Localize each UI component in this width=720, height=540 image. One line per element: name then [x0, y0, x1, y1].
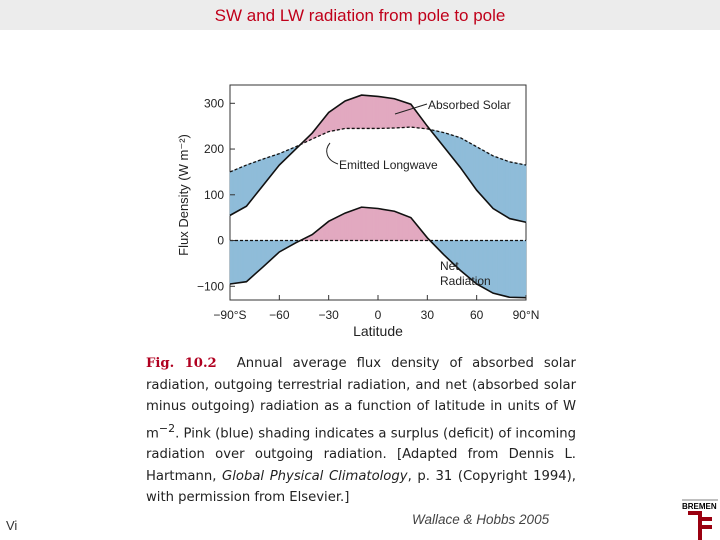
figure-caption: [146, 353, 576, 509]
y-axis-label: Flux Density (W m⁻²): [176, 134, 191, 256]
x-tick-label: 60: [469, 308, 484, 322]
y-tick-label: 200: [203, 142, 224, 157]
plot-area: [230, 85, 526, 300]
caption-book-title: Global Physical Climatology: [222, 468, 408, 484]
x-tick-label: −90°S: [213, 308, 247, 322]
slide-title: SW and LW radiation from pole to pole: [214, 6, 506, 25]
x-tick-label: −60: [269, 308, 290, 322]
energy-balance-shade-strip: [524, 165, 526, 223]
annotation-radiation: Radiation: [440, 274, 491, 288]
annotation-emitted-longwave: Emitted Longwave: [339, 158, 438, 172]
caption-text-3: , p. 31 (Copyright 1994), with permission from Elsevier.]: [146, 468, 576, 506]
y-tick-label: −100: [196, 279, 224, 294]
y-tick-label: 0: [217, 233, 224, 248]
net-radiation-shade-strip: [524, 241, 526, 298]
caption-text-1: Annual average flux density of absorbed solar radiation, outgoing terrestrial radiation, and net (absorbed solar minus outgoing) radiation as a function of latitude in units of W m: [146, 356, 576, 441]
caption-text-2: . Pink (blue) shading indicates a surplus (deficit) of incoming radiation over outgoing radiation. [Adapted from Dennis L. Hartmann,: [146, 425, 576, 484]
y-tick-label: 100: [203, 187, 224, 202]
x-tick-label: 30: [420, 308, 435, 322]
x-axis-label: Latitude: [353, 323, 403, 339]
x-tick-label: −30: [318, 308, 339, 322]
annotation-absorbed-solar: Absorbed Solar: [428, 98, 511, 112]
x-tick-label: 90°N: [512, 308, 540, 322]
annotation-net: Net: [440, 259, 459, 273]
figure-label: Fig. 10.2: [146, 356, 217, 371]
caption-superscript: −2: [158, 421, 176, 435]
x-tick-label: 0: [374, 308, 382, 322]
logo-wordmark: BREMEN: [682, 502, 717, 511]
source-credit: Wallace & Hobbs 2005: [412, 512, 550, 527]
y-tick-label: 300: [203, 96, 224, 111]
footer-text: Vi: [6, 518, 18, 533]
university-bremen-logo: [680, 495, 720, 540]
